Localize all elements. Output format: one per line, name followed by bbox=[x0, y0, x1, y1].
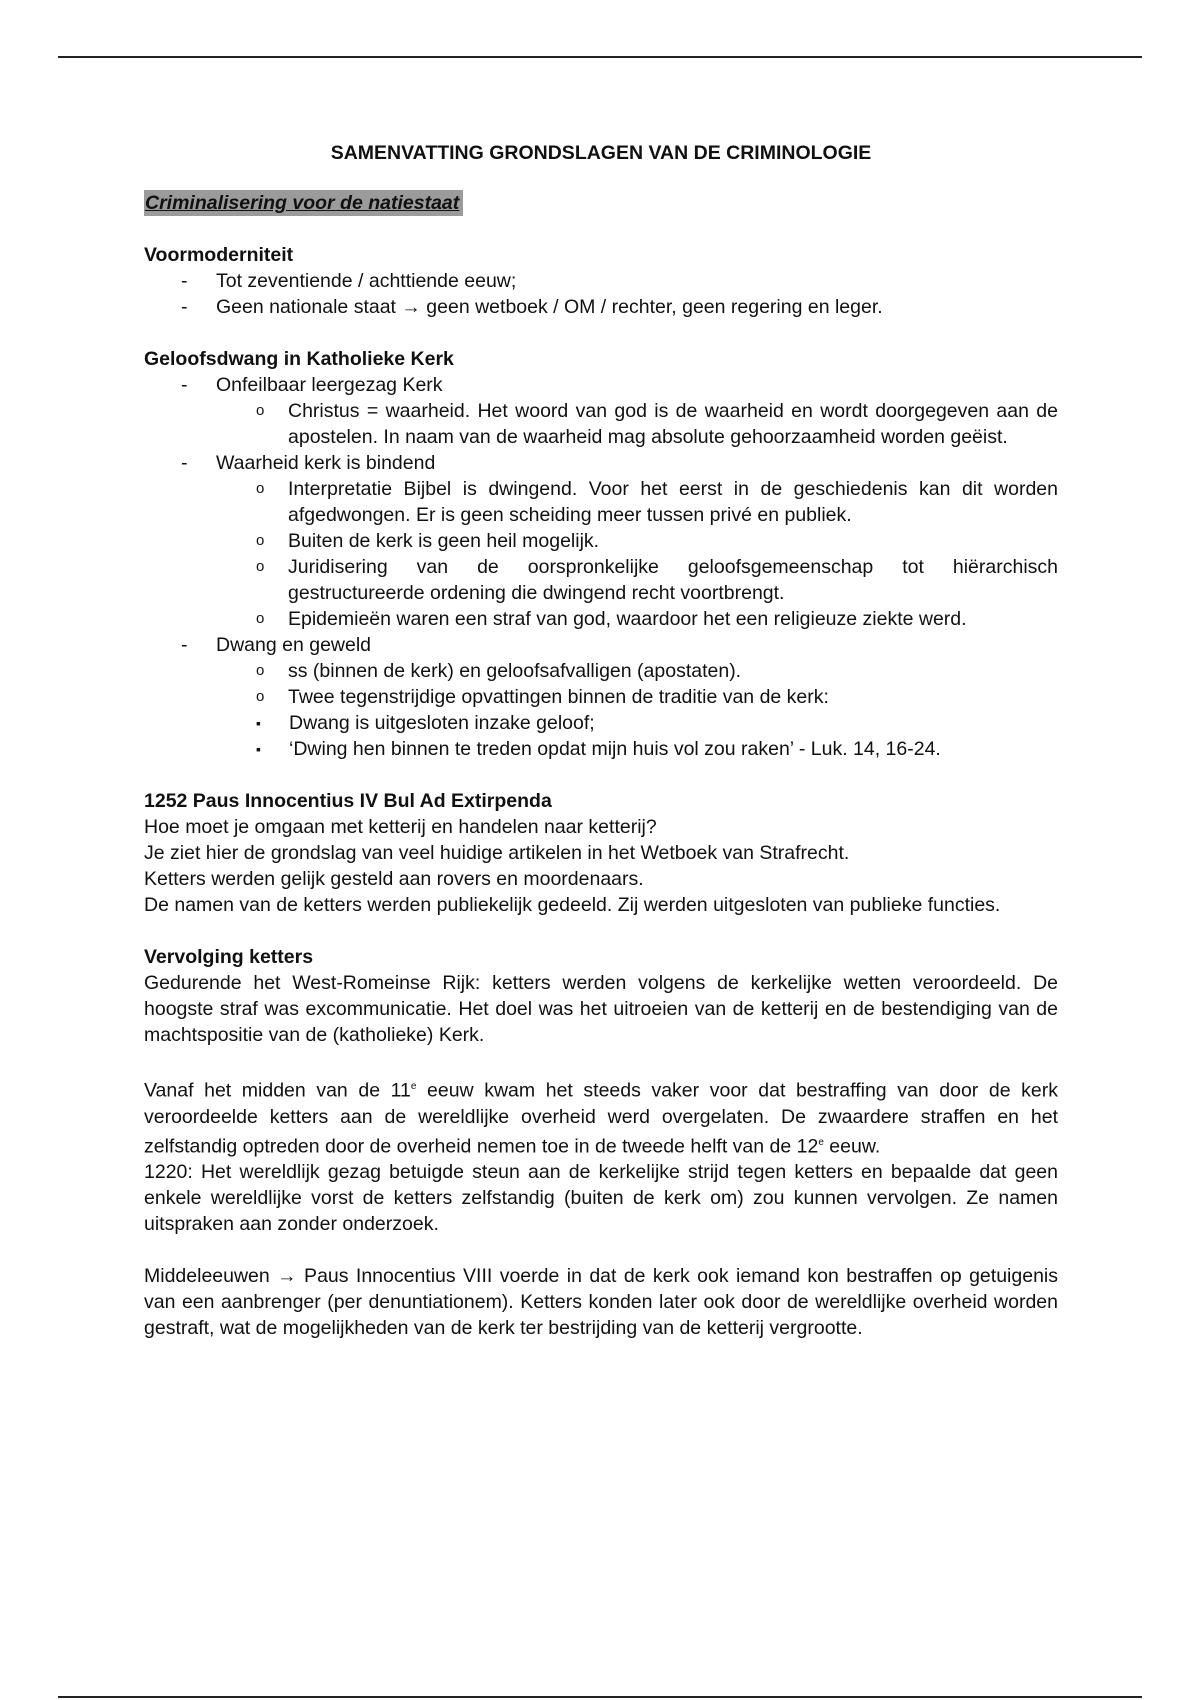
square-bullet: ▪ bbox=[256, 715, 261, 731]
paragraph: Vanaf het midden van de 11e eeuw kwam het steeds vaker voor dat bestraffing van door de kerk veroordeelde ketters aan de wereldlijke overheid werd overgelaten. De zwaardere straffen en het zelfstandig optreden door de overheid nemen toe in de tweede helft van de 12e eeuw. bbox=[144, 1079, 1058, 1157]
vervolging-block bbox=[144, 944, 1058, 1048]
sublist-item: o Twee tegenstrijdige opvattingen binnen de traditie van de kerk: bbox=[256, 686, 829, 708]
middeleeuwen-block bbox=[144, 1263, 1058, 1341]
sublist bbox=[216, 476, 1058, 632]
list-item bbox=[144, 372, 1058, 398]
document-title: SAMENVATTING GRONDSLAGEN VAN DE CRIMINOLOGIE bbox=[330, 142, 872, 164]
circle-bullet: o bbox=[256, 558, 265, 575]
dash-bullet: - bbox=[181, 452, 188, 474]
subsublist-wrap bbox=[216, 710, 1058, 762]
paragraph: Ketters werden gelijk gesteld aan rovers en moordenaars. bbox=[144, 868, 644, 890]
subsublist-item: ▪ ‘Dwing hen binnen te treden opdat mijn huis vol zou raken’ - Luk. 14, 16-24. bbox=[256, 738, 941, 760]
sublist-item: o Juridisering van de oorspronkelijke geloofsgemeenschap tot hiërarchisch gestructureerde ordening die dwingend recht voortbrengt. bbox=[256, 556, 1058, 604]
sublist bbox=[216, 658, 1058, 710]
list-item-label: Waarheid kerk is bindend bbox=[216, 452, 436, 474]
geloofsdwang-list bbox=[144, 450, 1058, 476]
square-bullet: ▪ bbox=[256, 741, 261, 757]
paragraph: Je ziet hier de grondslag van veel huidige artikelen in het Wetboek van Strafrecht. bbox=[144, 842, 850, 864]
list-item-label: Dwang en geweld bbox=[216, 634, 372, 656]
list-item bbox=[144, 632, 1058, 658]
list-item-label: Onfeilbaar leergezag Kerk bbox=[216, 374, 443, 396]
voormoderniteit-list bbox=[144, 268, 1058, 320]
geloofsdwang-heading: Geloofsdwang in Katholieke Kerk bbox=[144, 348, 454, 370]
paus-block bbox=[144, 788, 1058, 918]
subsublist bbox=[216, 710, 1058, 762]
vervolging-heading: Vervolging ketters bbox=[144, 946, 314, 968]
paragraph: 1220: Het wereldlijk gezag betuigde steun aan de kerkelijke strijd tegen ketters en bepaalde dat geen enkele wereldlijke vorst de ketters zelfstandig (buiten de kerk om) zou kunnen vervolgen. Ze namen uitspraken aan zonder onderzoek. bbox=[144, 1161, 1058, 1235]
sublist-item: o Interpretatie Bijbel is dwingend. Voor het eerst in de geschiedenis kan dit worden afgedwongen. Er is geen scheiding meer tussen privé en publiek. bbox=[256, 478, 1058, 526]
circle-bullet: o bbox=[256, 402, 265, 419]
paragraph: Gedurende het West-Romeinse Rijk: ketters werden volgens de kerkelijke wetten veroordeeld. De hoogste straf was excommunicatie. Het doel was het uitroeien van de ketterij en de bestendiging van de machtspositie van de (katholieke) Kerk. bbox=[144, 972, 1058, 1046]
footer-rule bbox=[58, 1696, 1142, 1698]
paragraph: Hoe moet je omgaan met ketterij en handelen naar ketterij? bbox=[144, 816, 657, 838]
geloofsdwang-block bbox=[144, 346, 1058, 762]
header-rule bbox=[58, 56, 1142, 58]
paragraph: De namen van de ketters werden publiekelijk gedeeld. Zij werden uitgesloten van publieke functies. bbox=[144, 894, 1001, 916]
paragraph: Middeleeuwen → Paus Innocentius VIII voerde in dat de kerk ook iemand kon bestraffen op getuigenis van een aanbrenger (per denuntiationem). Ketters konden later ook door de wereldlijke overheid worden gestraft, wat de mogelijkheden van de kerk ter bestrijding van de ketterij vergrootte. bbox=[144, 1265, 1058, 1339]
dash-bullet: - bbox=[181, 634, 188, 656]
geloofsdwang-list bbox=[144, 632, 1058, 658]
circle-bullet: o bbox=[256, 688, 265, 705]
sublist bbox=[216, 398, 1058, 450]
list-item: - Geen nationale staat → geen wetboek / OM / rechter, geen regering en leger. bbox=[181, 296, 883, 318]
subsublist-item: ▪ Dwang is uitgesloten inzake geloof; bbox=[256, 712, 595, 734]
sublist-item: o Buiten de kerk is geen heil mogelijk. bbox=[256, 530, 600, 552]
voormoderniteit-heading: Voormoderniteit bbox=[144, 244, 294, 266]
sublist-item: o Christus = waarheid. Het woord van god is de waarheid en wordt doorgegeven aan de apostelen. In naam van de waarheid mag absolute gehoorzaamheid worden geëist. bbox=[256, 400, 1058, 448]
dash-bullet: - bbox=[181, 270, 188, 292]
paus-heading: 1252 Paus Innocentius IV Bul Ad Extirpenda bbox=[144, 790, 552, 812]
sublist-item: o ss (binnen de kerk) en geloofsafvalligen (apostaten). bbox=[256, 660, 742, 682]
vervolging-block-2 bbox=[144, 1074, 1058, 1237]
sublist-item: o Epidemieën waren een straf van god, waardoor het een religieuze ziekte werd. bbox=[256, 608, 967, 630]
list-item bbox=[144, 450, 1058, 476]
circle-bullet: o bbox=[256, 610, 265, 627]
dash-bullet: - bbox=[181, 374, 188, 396]
geloofsdwang-list bbox=[144, 372, 1058, 398]
section-heading-wrap bbox=[144, 190, 1058, 242]
list-item: - Tot zeventiende / achttiende eeuw; bbox=[181, 270, 517, 292]
document-body bbox=[144, 140, 1058, 1367]
circle-bullet: o bbox=[256, 480, 265, 497]
voormoderniteit-block bbox=[144, 242, 1058, 320]
circle-bullet: o bbox=[256, 532, 265, 549]
circle-bullet: o bbox=[256, 662, 265, 679]
section-title: Criminalisering voor de natiestaat bbox=[144, 190, 463, 216]
dash-bullet: - bbox=[181, 296, 188, 318]
